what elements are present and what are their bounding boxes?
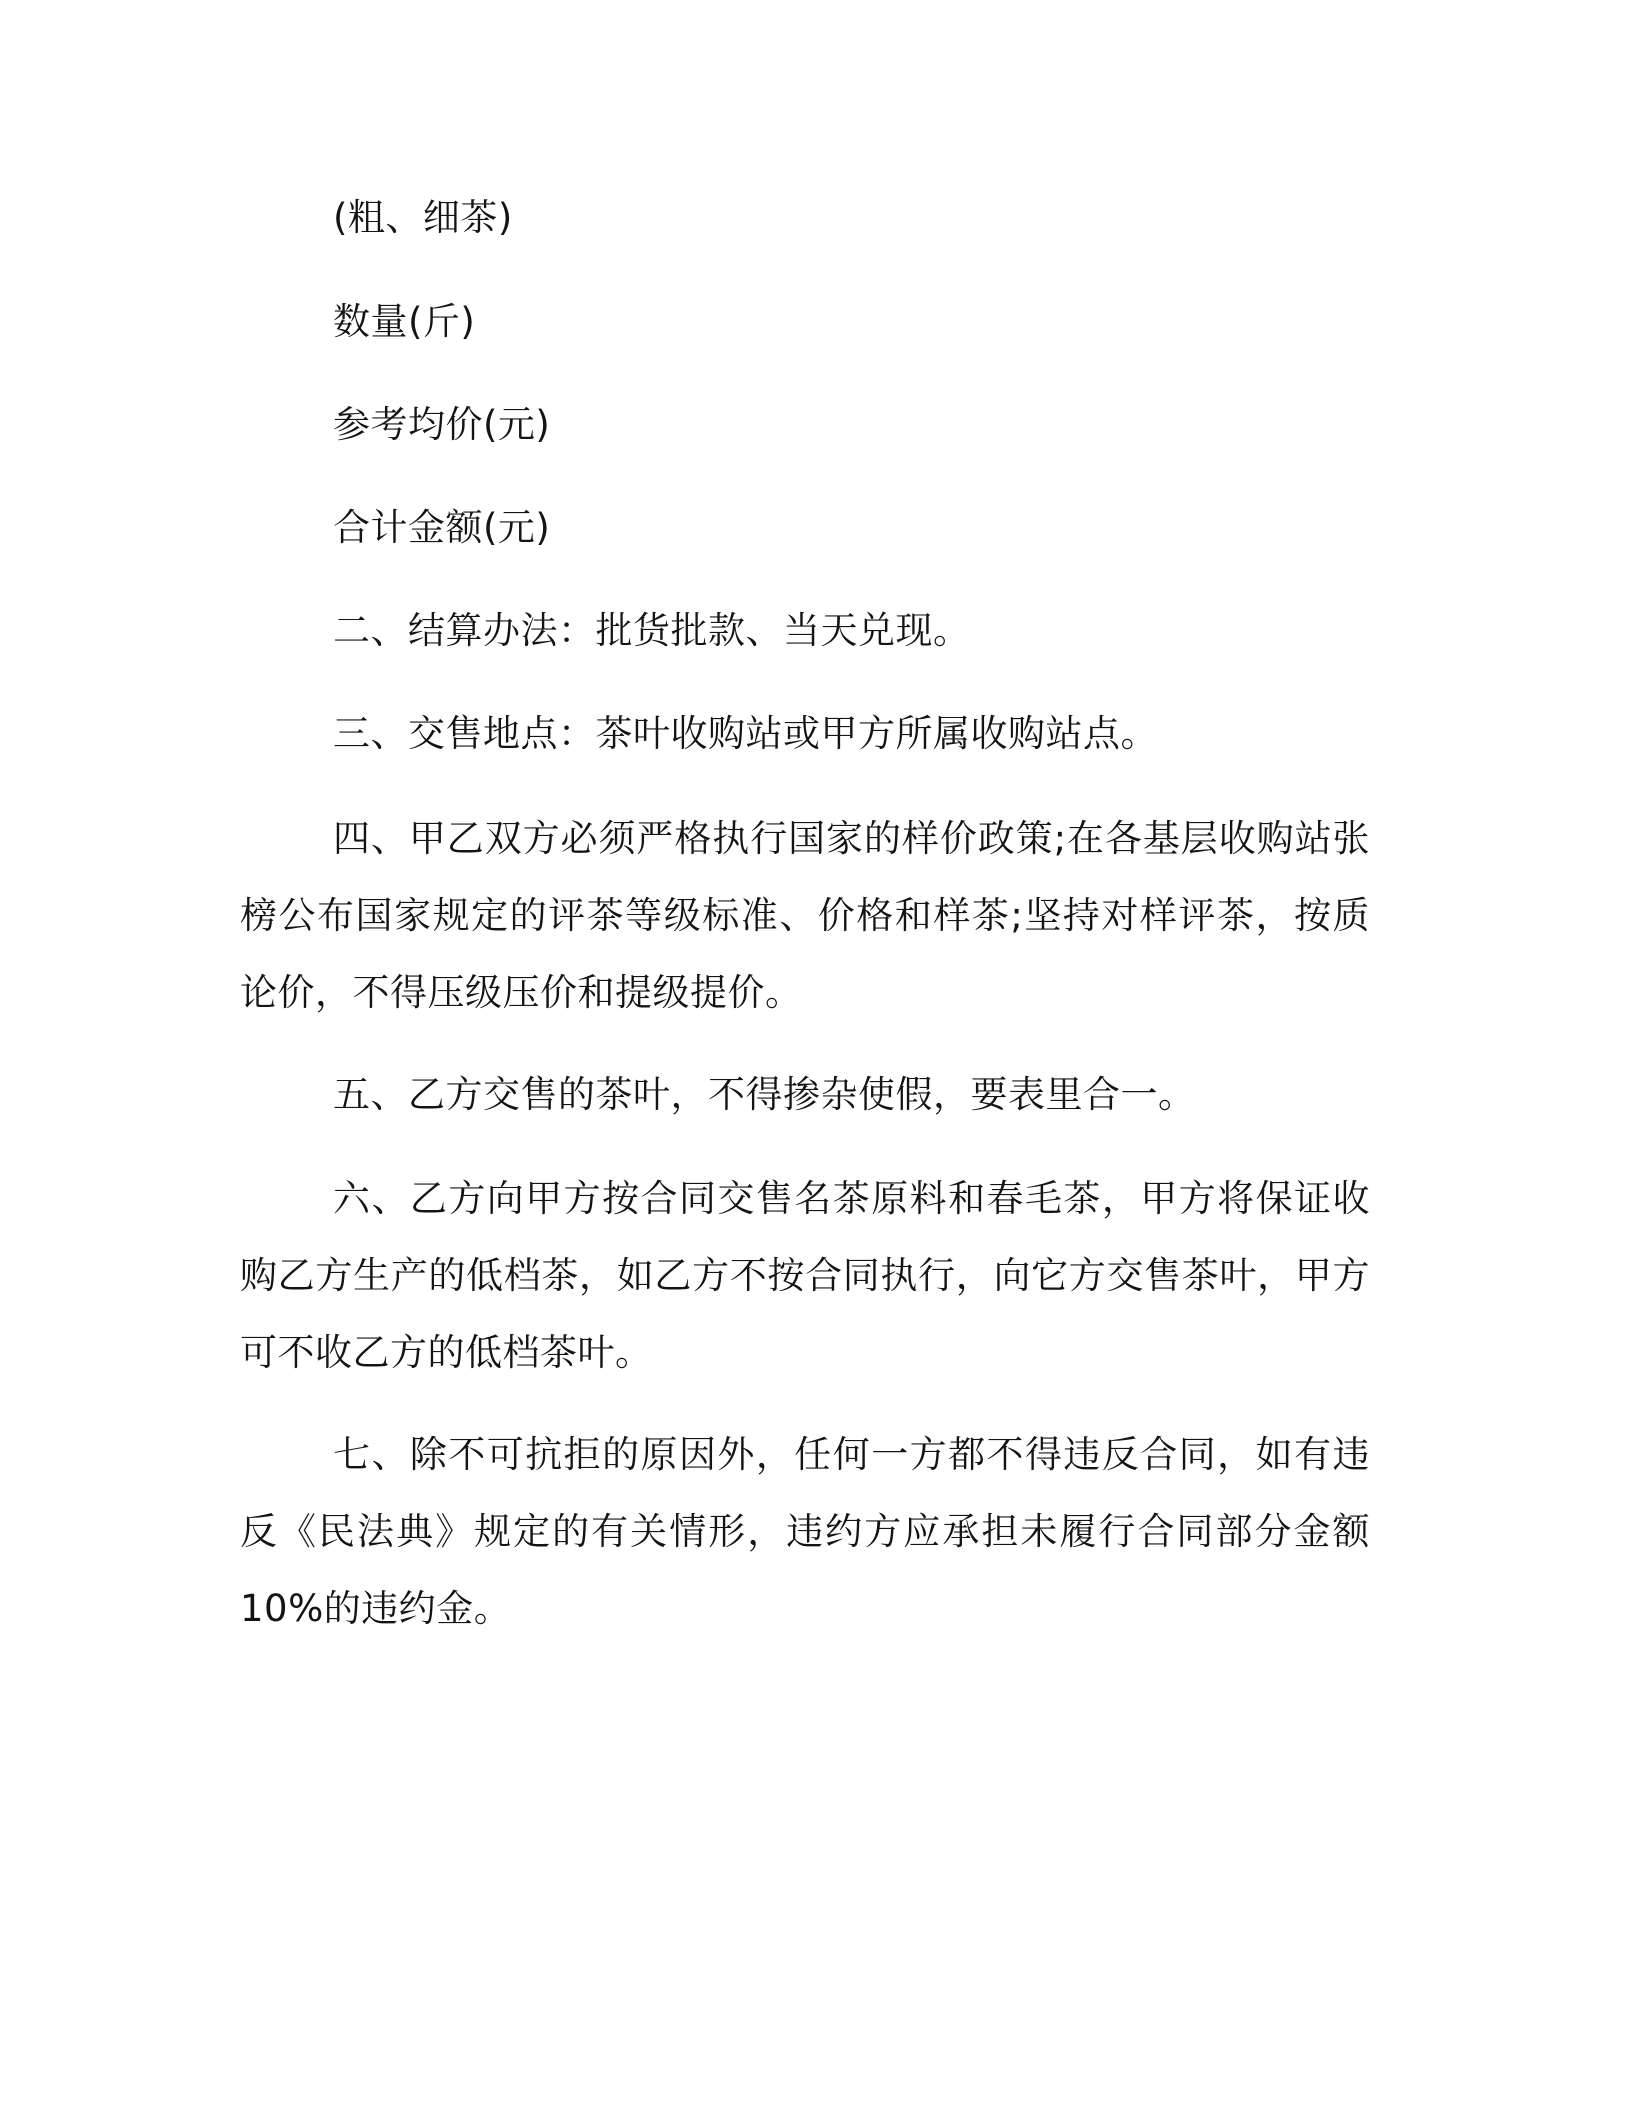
- clause-4-pricing-policy: 四、甲乙双方必须严格执行国家的样价政策;在各基层收购站张榜公布国家规定的评茶等级标准、价格和样茶;坚持对样评茶，按质论价，不得压级压价和提级提价。: [240, 817, 1370, 1014]
- total-amount-line: 合计金额(元): [333, 506, 551, 549]
- clause-6-purchase: 六、乙方向甲方按合同交售名茶原料和春毛茶，甲方将保证收购乙方生产的低档茶，如乙方不按合同执行，向它方交售茶叶，甲方可不收乙方的低档茶叶。: [240, 1177, 1370, 1374]
- quantity-line: 数量(斤): [333, 300, 476, 343]
- clause-3-location: 三、交售地点：茶叶收购站或甲方所属收购站点。: [333, 712, 1158, 755]
- tea-type-line: (粗、细茶): [333, 196, 513, 239]
- clause-5-quality: 五、乙方交售的茶叶，不得掺杂使假，要表里合一。: [333, 1073, 1196, 1116]
- reference-price-line: 参考均价(元): [333, 403, 551, 446]
- clause-2-settlement: 二、结算办法：批货批款、当天兑现。: [333, 609, 971, 652]
- clause-7-breach: 七、除不可抗拒的原因外，任何一方都不得违反合同，如有违反《民法典》规定的有关情形，违约方应承担未履行合同部分金额 10%的违约金。: [240, 1433, 1370, 1630]
